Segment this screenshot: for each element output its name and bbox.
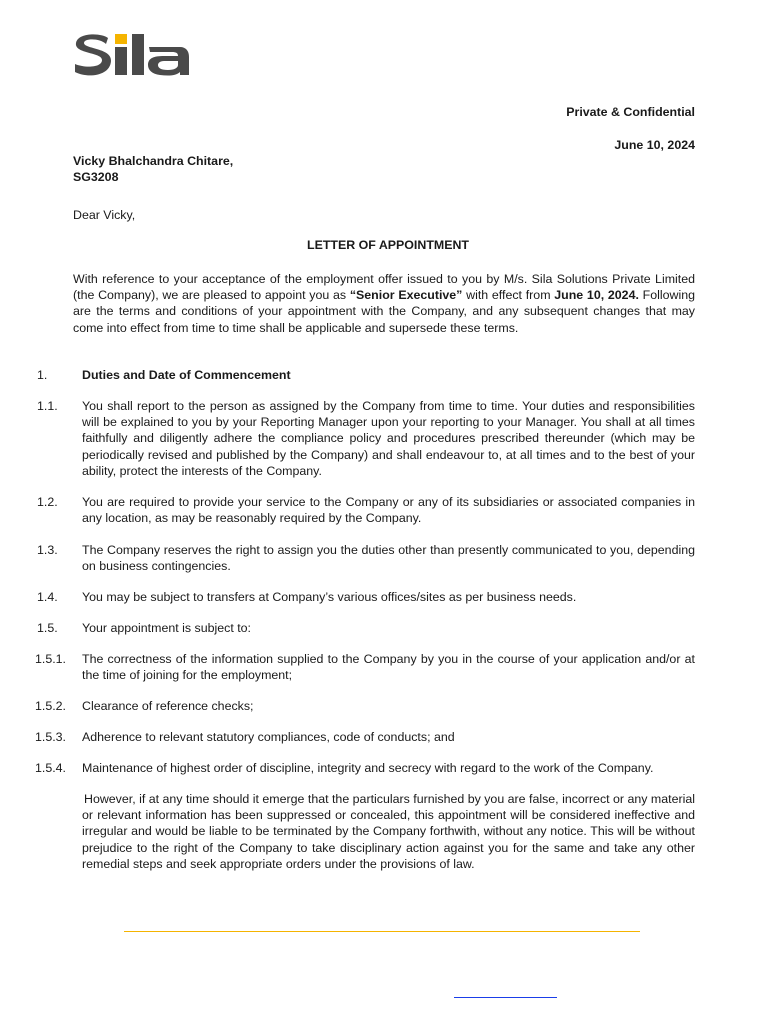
clause-text: Your appointment is subject to: <box>82 621 251 635</box>
clause-number: 1.4. <box>37 590 58 604</box>
effective-date: June 10, 2024. <box>554 288 639 303</box>
footer-link-underline <box>454 997 557 998</box>
recipient-name: Vicky Bhalchandra Chitare, <box>73 154 234 168</box>
clause-text: Maintenance of highest order of discipline, integrity and secrecy with regard to the work of the Company. <box>82 761 654 775</box>
closing-paragraph: However, if at any time should it emerge that the particulars furnished by you are false, incorrect or any material or relevant information has been suppressed or concealed, this appointment will be considered ineffective and irregular and would be liable to be terminated by the Company forthwith, without any notice. This will be without prejudice to the right of the Company to take disciplinary action against you for the same and take any other remedial steps and seek appropriate orders under the provisions of law. <box>82 792 695 871</box>
designation: “Senior Executive” <box>349 288 463 303</box>
recipient-id: SG3208 <box>73 170 119 184</box>
clause-number: 1.1. <box>37 399 58 413</box>
clause-text: The Company reserves the right to assign you the duties other than presently communicated to you, depending on business contingencies. <box>82 543 695 574</box>
clause-text: You shall report to the person as assigned by the Company from time to time. Your duties and responsibilities will be explained to you by your Reporting Manager upon your reporting to your Manager. You shall at all times faithfully and diligently adhere the compliance policy and procedures prescribed thereunder (which may be periodically revised and published by the Company) and shall endeavour to, at all times and to the best of your ability, protect the interests of the Company. <box>82 399 695 478</box>
clause-text: You may be subject to transfers at Company’s various offices/sites as per business needs. <box>82 590 577 604</box>
confidentiality-label: Private & Confidential <box>566 105 695 119</box>
footer-divider <box>124 931 640 932</box>
clause-text: You are required to provide your service to the Company or any of its subsidiaries or associated companies in any location, as may be reasonably required by the Company. <box>82 495 695 526</box>
clause-number: 1.3. <box>37 543 58 557</box>
clause-text: The correctness of the information supplied to the Company by you in the course of your application and/or at the time of joining for the employment; <box>82 652 695 683</box>
salutation: Dear Vicky, <box>73 208 136 222</box>
letter-title: LETTER OF APPOINTMENT <box>307 238 469 252</box>
section-heading: Duties and Date of Commencement <box>82 368 291 382</box>
clause-number: 1.5.1. <box>35 652 67 666</box>
clause-text: Clearance of reference checks; <box>82 699 254 713</box>
clause-number: 1.2. <box>37 495 58 509</box>
clause-number: 1.5.2. <box>35 699 67 713</box>
section-number: 1. <box>37 368 48 382</box>
company-logo <box>72 30 192 78</box>
clause-text: Adherence to relevant statutory compliances, code of conducts; and <box>82 730 455 744</box>
intro-paragraph: With reference to your acceptance of the employment offer issued to you by M/s. Sila Solutions Private Limited (the Company), we are pleased to appoint you as “Senior Executive” with effect from June 10, 2024. Following are the terms and conditions of your appointment with the Company, and any subsequent changes that may come into effect from time to time shall be applicable and supersede these terms. <box>73 272 695 335</box>
letter-date: June 10, 2024 <box>614 138 695 152</box>
clause-number: 1.5.4. <box>35 761 67 775</box>
clause-number: 1.5.3. <box>35 730 67 744</box>
clause-number: 1.5. <box>37 621 58 635</box>
